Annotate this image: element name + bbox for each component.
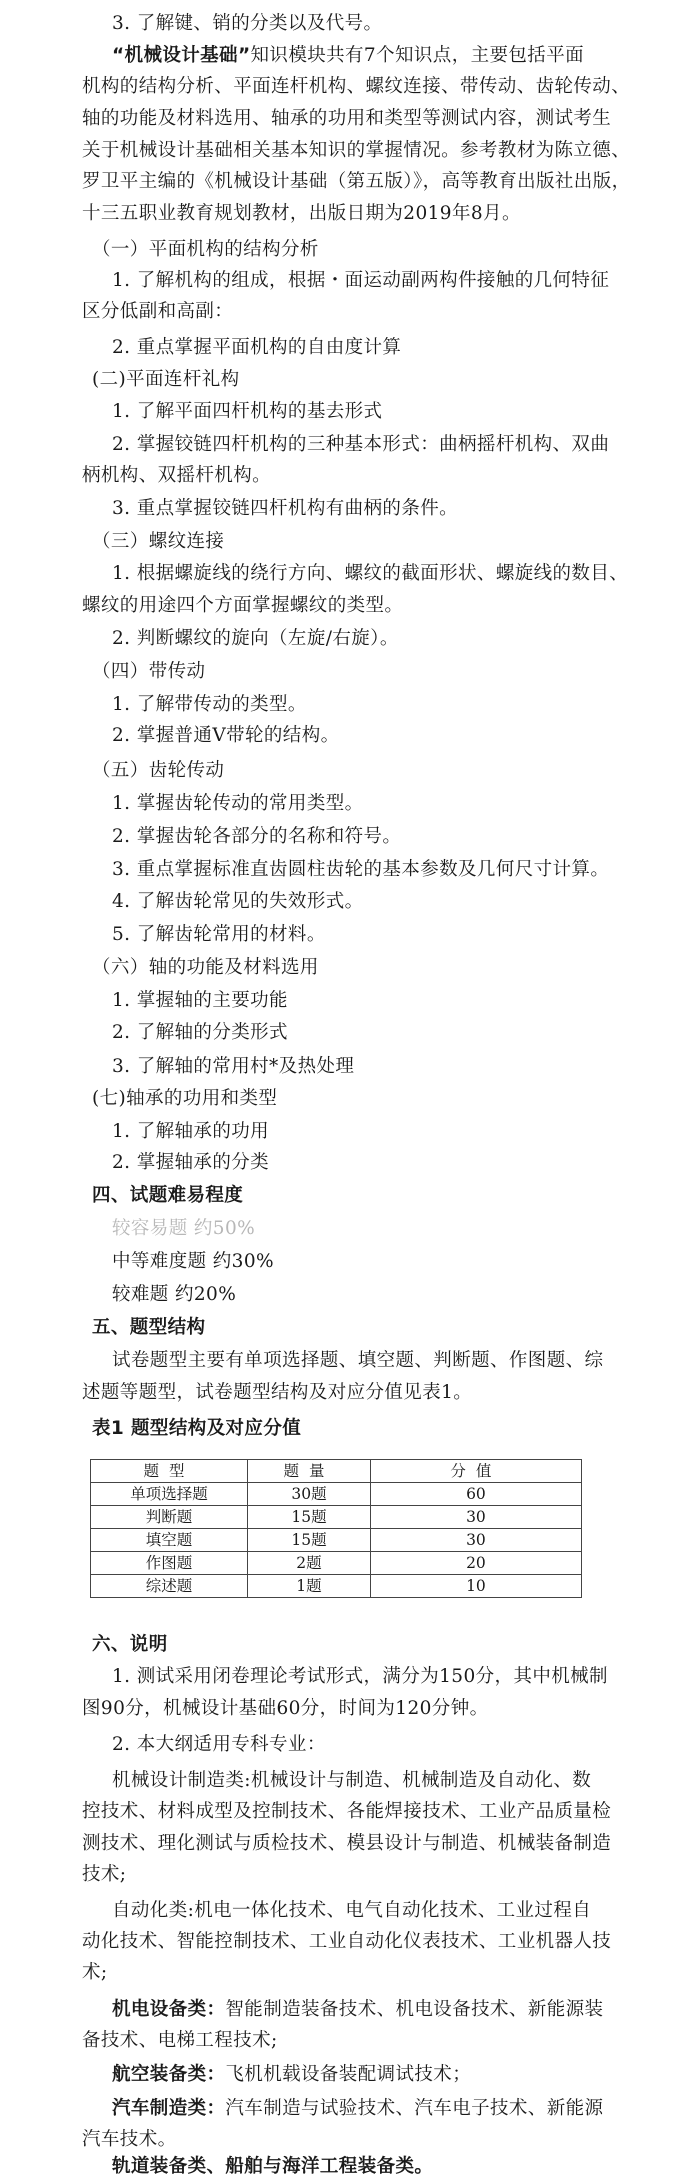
table-header-cell: 题型 xyxy=(91,1460,248,1483)
table-cell: 判断题 xyxy=(91,1506,248,1529)
section-heading: （六）轴的功能及材料选用 xyxy=(92,957,319,978)
category-name: 汽车制造类： xyxy=(112,2098,226,2119)
knowledge-item: 5. 了解齿轮常用的材料。 xyxy=(112,924,326,945)
paragraph-line: 测技术、理化测试与质检技术、模县设计与制造、机械装备制造 xyxy=(82,1833,612,1854)
table-cell: 30 xyxy=(370,1506,581,1529)
table-cell: 60 xyxy=(370,1483,581,1506)
table-row xyxy=(91,1529,582,1552)
category-name: 机电设备类： xyxy=(112,1999,226,2020)
paragraph-line: 机构的结构分析、平面连杆机构、螺纹连接、带传动、齿轮传动、 xyxy=(82,76,631,97)
question-type-table xyxy=(90,1459,582,1598)
table-cell: 10 xyxy=(370,1575,581,1598)
major-category-line: 航空装备类：飞机机载设备装配调试技术； xyxy=(112,2064,472,2085)
paragraph-line: 柄机构、双摇杆机构。 xyxy=(82,465,272,486)
knowledge-item: 1. 了解平面四杆机构的基去形式 xyxy=(112,401,383,422)
paragraph-line: 轴的功能及材料选用、轴承的功用和类型等测试内容，测试考生 xyxy=(82,108,612,129)
knowledge-item: 2. 判断螺纹的旋向（左旋/右旋）。 xyxy=(112,628,399,649)
knowledge-item: 1. 根据螺旋线的绕行方向、螺纹的截面形状、螺旋线的数目、 xyxy=(112,563,629,584)
paragraph-line: 控技术、材料成型及控制技术、各能焊接技术、工业产品质量检 xyxy=(82,1801,612,1822)
section-heading: （四）带传动 xyxy=(92,661,206,682)
knowledge-item: 2. 掌握普通V带轮的结构。 xyxy=(112,725,340,746)
category-name: 轨道装备类、船舶与海洋工程装备类。 xyxy=(112,2156,434,2177)
knowledge-item: 2. 重点掌握平面机构的自由度计算 xyxy=(112,337,402,358)
knowledge-item: 2. 掌握轴承的分类 xyxy=(112,1152,270,1173)
paragraph-line: 关于机械设计基础相关基本知识的掌握情况。参考教材为陈立德、 xyxy=(82,140,631,161)
section-heading: (七)轴承的功用和类型 xyxy=(92,1088,278,1109)
knowledge-item: 3. 了解键、销的分类以及代号。 xyxy=(112,13,383,34)
major-category-line: 自动化类:机电一体化技术、电气自动化技术、工业过程自 xyxy=(112,1900,592,1921)
knowledge-item: 1. 掌握轴的主要功能 xyxy=(112,990,288,1011)
table-cell: 作图题 xyxy=(91,1552,248,1575)
paragraph-line: 图90分，机械设计基础60分，时间为120分钟。 xyxy=(82,1698,489,1719)
paragraph-line: 述题等题型，试卷题型结构及对应分值见表1。 xyxy=(82,1382,473,1403)
knowledge-item: 1. 掌握齿轮传动的常用类型。 xyxy=(112,793,364,814)
knowledge-item: 2. 了解轴的分类形式 xyxy=(112,1022,288,1043)
paragraph-line: 罗卫平主编的《机械设计基础（第五版）》，高等教育出版社出版， xyxy=(82,171,631,192)
table-row xyxy=(91,1552,582,1575)
knowledge-item: 1. 了解带传动的类型。 xyxy=(112,694,307,715)
knowledge-item: 3. 了解轴的常用村*及热处理 xyxy=(112,1056,355,1077)
section-heading: （一）平面机构的结构分析 xyxy=(92,239,319,260)
knowledge-item: 3. 重点掌握标准直齿圆柱齿轮的基本参数及几何尺寸计算。 xyxy=(112,859,610,880)
chapter-heading: 六、说明 xyxy=(92,1634,168,1655)
table-header-cell: 题量 xyxy=(248,1460,371,1483)
table-cell: 填空题 xyxy=(91,1529,248,1552)
table-cell: 1题 xyxy=(248,1575,371,1598)
difficulty-line: 中等难度题 约30% xyxy=(112,1251,275,1272)
table-row xyxy=(91,1483,582,1506)
category-name: 航空装备类： xyxy=(112,2064,226,2085)
note-item: 2. 本大纲适用专科专业： xyxy=(112,1734,326,1755)
paragraph-line: 试卷题型主要有单项选择题、填空题、判断题、作图题、综 xyxy=(112,1350,604,1371)
table-row xyxy=(91,1575,582,1598)
table-cell: 单项选择题 xyxy=(91,1483,248,1506)
table-cell: 15题 xyxy=(248,1529,371,1552)
knowledge-item: 2. 掌握齿轮各部分的名称和符号。 xyxy=(112,826,402,847)
section-heading: （五）齿轮传动 xyxy=(92,760,225,781)
knowledge-item: 1. 了解轴承的功用 xyxy=(112,1121,270,1142)
table-cell: 2题 xyxy=(248,1552,371,1575)
table-cell: 15题 xyxy=(248,1506,371,1529)
table-cell: 30题 xyxy=(248,1483,371,1506)
paragraph-line: 区分低副和高副： xyxy=(82,301,234,322)
major-category-line: 机械设计制造类:机械设计与制造、机械制造及自动化、数 xyxy=(112,1770,592,1791)
section-heading: （三）螺纹连接 xyxy=(92,531,225,552)
difficulty-line: 较难题 约20% xyxy=(112,1284,237,1305)
table-header-cell: 分值 xyxy=(370,1460,581,1483)
note-item: 1. 测试采用闭卷理论考试形式，满分为150分，其中机械制 xyxy=(112,1666,608,1687)
table-cell: 综述题 xyxy=(91,1575,248,1598)
major-category-line: 汽车制造类：汽车制造与试验技术、汽车电子技术、新能源 xyxy=(112,2098,604,2119)
table-row xyxy=(91,1506,582,1529)
module-name: “机械设计基础” xyxy=(112,45,251,66)
knowledge-item: 1. 了解机构的组成，根据・面运动副两构件接触的几何特征 xyxy=(112,270,610,291)
knowledge-item: 2. 掌握铰链四杆机构的三种基本形式：曲柄摇杆机构、双曲 xyxy=(112,434,610,455)
paragraph-line: 螺纹的用途四个方面掌握螺纹的类型。 xyxy=(82,595,404,616)
paragraph-line: 动化技术、智能控制技术、工业自动化仪表技术、工业机器人技 xyxy=(82,1931,612,1952)
knowledge-item: 3. 重点掌握铰链四杆机构有曲柄的条件。 xyxy=(112,498,459,519)
major-category-line: 机电设备类：智能制造装备技术、机电设备技术、新能源装 xyxy=(112,1999,604,2020)
paragraph-line: 汽车技术。 xyxy=(82,2129,177,2150)
major-category-line xyxy=(0,2152,681,2182)
paragraph-line: 技术; xyxy=(82,1864,127,1885)
chapter-heading: 四、试题难易程度 xyxy=(92,1185,244,1206)
knowledge-item: 4. 了解齿轮常见的失效形式。 xyxy=(112,891,364,912)
paragraph-line: 十三五职业教育规划教材，出版日期为2019年8月。 xyxy=(82,203,521,224)
table-header-row xyxy=(91,1460,582,1483)
difficulty-line: 较容易题 约50% xyxy=(112,1218,256,1239)
table-cell: 20 xyxy=(370,1552,581,1575)
table-cell: 30 xyxy=(370,1529,581,1552)
paragraph-line: 术; xyxy=(82,1962,108,1983)
table-caption: 表1 题型结构及对应分值 xyxy=(92,1418,302,1439)
module-intro-line: “机械设计基础”知识模块共有7个知识点，主要包括平面 xyxy=(112,45,585,66)
section-heading: (二)平面连杆礼构 xyxy=(92,369,240,390)
paragraph-line: 备技术、电梯工程技术; xyxy=(82,2030,278,2051)
chapter-heading: 五、题型结构 xyxy=(92,1317,206,1338)
